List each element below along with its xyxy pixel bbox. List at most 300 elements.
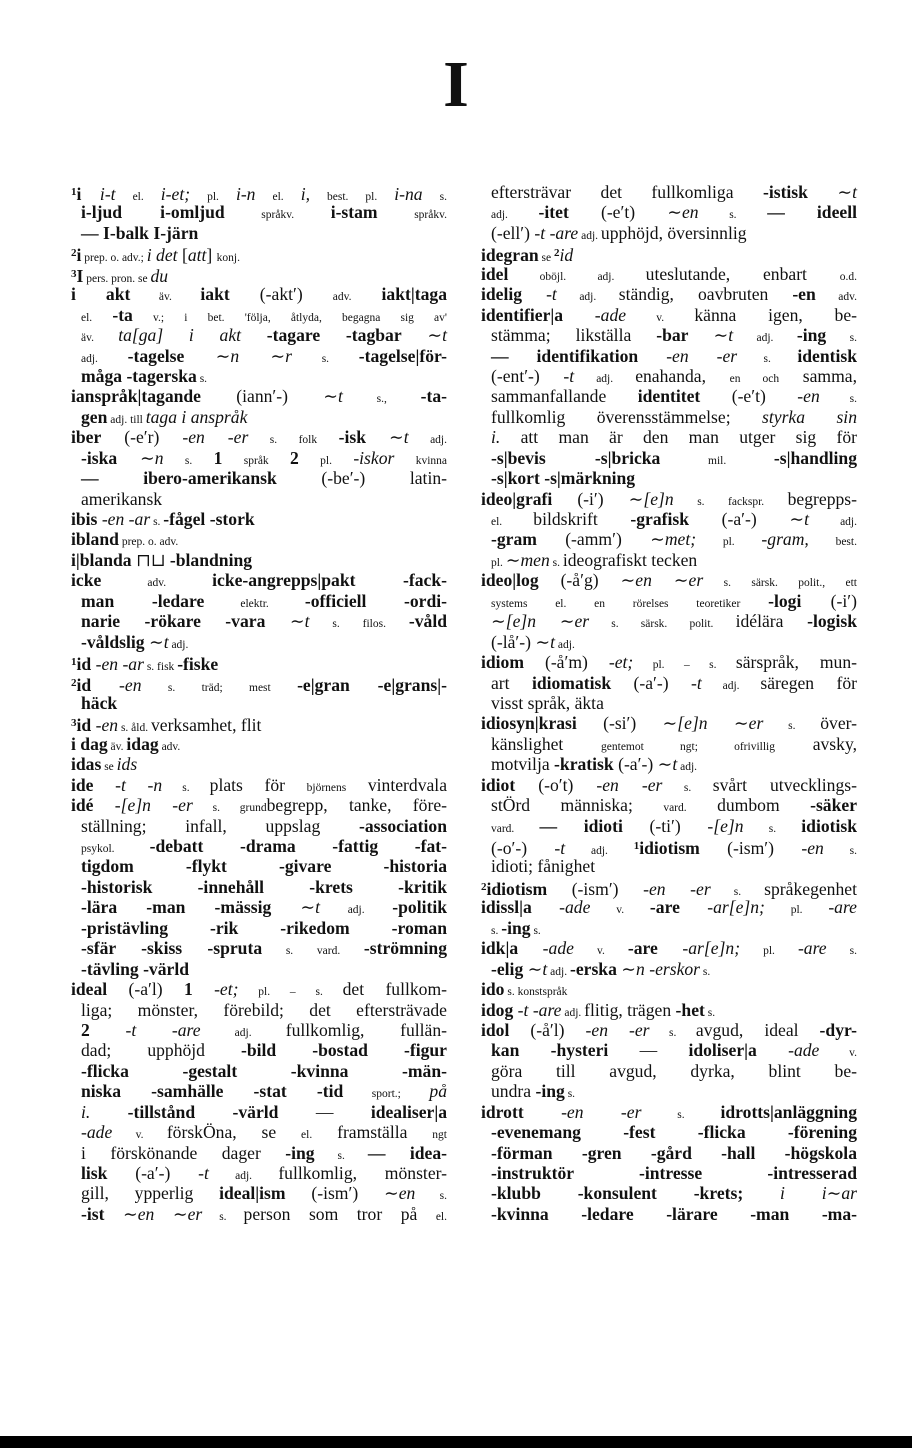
headword-text: idag (126, 733, 159, 754)
definition-text: dad; upphöjd (81, 1040, 242, 1061)
dictionary-line (481, 1163, 857, 1183)
definition-text: gill, ypperlig (81, 1183, 220, 1204)
dictionary-line (71, 264, 447, 284)
headword-text: narie -rökare -vara (81, 611, 266, 632)
definition-text: säregen för (760, 672, 857, 693)
inflection-text: t (163, 631, 169, 652)
dictionary-line (71, 1000, 447, 1020)
headword-text: idk|a (481, 938, 519, 959)
dictionary-line (481, 427, 857, 447)
headword-text: -istisk (762, 182, 808, 202)
headword-text: i (76, 245, 82, 266)
label-text: el. (115, 191, 161, 203)
headword-text: -s|handling (773, 447, 857, 468)
label-text: adv. (332, 291, 352, 304)
headword-text: niska -samhälle -stat -tid (81, 1081, 344, 1102)
headword-text: -klubb -konsulent -krets; (491, 1183, 744, 1204)
label-text: s. (823, 845, 857, 857)
inflection-text: -ade (518, 938, 574, 959)
inflection-text: -t -are (513, 999, 562, 1020)
headword-text: -lära -man -mässig (81, 897, 272, 918)
definition-text: (-o′-) (491, 838, 555, 858)
headword-text: idoliser|a (688, 1040, 757, 1061)
definition-text: (-a′-) ∼ (613, 754, 673, 775)
definition-text: svårt utvecklings- (712, 774, 857, 795)
headword-text: -logisk (807, 611, 857, 632)
dictionary-line (481, 816, 857, 836)
headword-text: -strömning (363, 938, 447, 959)
dictionary-line (481, 1102, 857, 1122)
label-text: systems el. en rörelses teoretiker (491, 597, 769, 610)
dictionary-line (481, 509, 857, 529)
headword-text: -s|kort -s|märkning (491, 468, 636, 489)
dictionary-line (71, 1143, 447, 1163)
headword-text: idiom (481, 652, 525, 673)
headword-text: -politik (392, 897, 448, 918)
inflection-text: -erskor (644, 958, 701, 979)
definition-text: ∼ (265, 611, 305, 632)
label-text: adj. (733, 332, 797, 345)
definition-text: förskÖna, se (166, 1122, 302, 1143)
headword-text: idrott (481, 1101, 524, 1122)
headword-text: — ibero-amerikansk (81, 468, 277, 489)
definition-text: (-be′-) latin- (276, 468, 447, 489)
dictionary-line (71, 693, 447, 713)
dictionary-line (481, 448, 857, 468)
definition-text: amerikansk (81, 488, 163, 509)
headword-text: ide (71, 774, 94, 795)
inflection-text: -t -n (93, 774, 163, 795)
inflection-text: i. (81, 1101, 91, 1122)
definition-text: ∼ (707, 713, 749, 734)
label-text: språkv. (377, 209, 447, 222)
definition-text: vinterdvala (346, 774, 448, 795)
headword-text: identisk (797, 345, 857, 366)
inflection-text: -ade (81, 1122, 113, 1143)
headword-text: ibis (71, 509, 98, 529)
dictionary-line (481, 243, 857, 266)
label-text: adj. (565, 845, 634, 857)
homograph-number: 3 (71, 717, 77, 730)
headword-text: -dyr- (819, 1019, 858, 1040)
label-text: pers. pron. se (83, 272, 151, 285)
definition-text: ∼ (536, 611, 575, 632)
headword-text: -debatt -drama -fattig -fat- (149, 836, 447, 856)
label-text: v. (626, 311, 695, 324)
dictionary-line (481, 652, 857, 672)
label-text: s. (704, 1006, 716, 1019)
dictionary-line (71, 1020, 447, 1040)
dictionary-line (481, 1061, 857, 1081)
headword-text: idiosyn|krasi (481, 713, 577, 734)
headword-text: — I-balk I-järn (81, 222, 199, 243)
definition-text: (iann′-) ∼ (201, 386, 338, 407)
dictionary-line (481, 591, 857, 611)
label-text: s. (737, 352, 798, 365)
label-text: adj. (808, 516, 857, 528)
headword-text: -isk (338, 427, 366, 448)
headword-text: icke (71, 570, 102, 591)
definition-text: stämma; likställa (491, 325, 657, 346)
label-text: v. (112, 1129, 167, 1142)
label-text: adj. (701, 679, 761, 692)
definition-text: eftersträvar det fullkomliga (491, 182, 763, 202)
dictionary-line (481, 468, 857, 488)
inflection-text: -t (198, 1163, 209, 1183)
dictionary-line (71, 489, 447, 509)
label-text: pl. (740, 945, 798, 958)
headword-text: -historisk -innehåll -krets -kritik (81, 876, 447, 897)
label-text: s., (342, 393, 421, 406)
label-text: s. vard. (262, 945, 364, 958)
label-text: s. (826, 332, 857, 345)
headword-text: — idioti (539, 815, 623, 836)
homograph-number: 1 (71, 186, 77, 198)
headword-text: -itet (538, 202, 569, 223)
inflection-text: -en -er (638, 345, 738, 366)
label-text: pl. (696, 536, 762, 549)
dictionary-line (71, 407, 447, 427)
dictionary-line (481, 550, 857, 570)
headword-text: -gram (491, 529, 537, 550)
label-text: adj. (208, 1170, 279, 1182)
headword-text: tigdom -flykt -givare -historia (81, 856, 447, 877)
dictionary-line (71, 754, 447, 774)
dictionary-line (481, 407, 857, 427)
definition-text: person som tror på (243, 1203, 436, 1224)
inflection-text: -[e]n (707, 815, 744, 836)
inflection-text: i. (491, 427, 501, 448)
label-text: v. (573, 945, 628, 958)
label-text: el. (491, 516, 534, 528)
dictionary-line (71, 1163, 447, 1183)
label-text: adj. (561, 1006, 585, 1019)
headword-text: idiotism (486, 878, 548, 899)
dictionary-line (481, 959, 857, 979)
dictionary-line (481, 918, 857, 938)
inflection-text: en (635, 570, 652, 591)
inflection-text: [e]n (643, 488, 674, 509)
headword-text: identifier|a (481, 304, 564, 325)
label-text: adj. (578, 229, 601, 242)
definition-text: ⊓⊔ (131, 549, 170, 570)
definition-text: (-lå′-) ∼ (491, 631, 551, 652)
headword-text: idiot (481, 774, 516, 795)
inflection-text: men (520, 549, 550, 570)
headword-text: -kvinna -ledare -lärare -man -ma- (491, 1203, 857, 1224)
label-text: s. (826, 945, 857, 958)
inflection-text: n (230, 345, 240, 366)
headword-text: -blandning (169, 549, 253, 570)
definition-text: avsky, (774, 733, 857, 754)
headword-text: häck (81, 692, 118, 713)
label-text: ngt (432, 1129, 447, 1142)
definition-text: (-å′m) (524, 652, 609, 673)
headword-text: icke-angrepps|pakt -fack- (212, 570, 448, 591)
dictionary-line (71, 652, 447, 675)
label-text: vard. (663, 802, 687, 815)
inflection-text: -en -er (523, 1101, 642, 1122)
headword-text: ideo|grafi (481, 488, 553, 509)
headword-text: -are (649, 897, 680, 918)
headword-text: -ing (796, 325, 827, 346)
headword-text: idissl|a (481, 897, 532, 918)
definition-text: dumbom (686, 795, 811, 816)
inflection-text: i-na (394, 184, 423, 204)
label-text: s. (819, 393, 858, 406)
inflection-text: -en -er (596, 774, 663, 795)
dictionary-line (481, 897, 857, 917)
dictionary-line (71, 529, 447, 549)
definition-text: (-a′-) (107, 1163, 199, 1183)
dictionary-line (481, 836, 857, 856)
headword-text: -are (627, 938, 658, 959)
dictionary-line (71, 591, 447, 611)
definition-text: (-e′r) (101, 427, 183, 448)
label-text: s. (530, 924, 541, 937)
definition-text: ∼ (616, 958, 637, 979)
definition-text: stÖrd människa; (491, 795, 664, 816)
headword-text: ibland (71, 529, 119, 550)
dictionary-line (481, 693, 857, 713)
definition-text: (-ti′) (622, 815, 708, 836)
definition-text: idioti; fånighet (491, 856, 596, 877)
dictionary-line (71, 775, 447, 795)
headword-text: 1 (183, 979, 193, 1000)
label-text: en och (729, 372, 780, 385)
label-text: adj. (168, 638, 189, 651)
dictionary-line (71, 550, 447, 570)
dictionary-line (481, 856, 857, 876)
dictionary-line (481, 366, 857, 386)
dictionary-line (71, 1040, 447, 1060)
homograph-number: 2 (554, 247, 560, 260)
dictionary-line (71, 366, 447, 386)
label-text: adj. (677, 761, 698, 774)
headword-text: -ing (501, 917, 531, 938)
headword-text: -bild -bostad -figur (241, 1040, 447, 1061)
dictionary-line (71, 1081, 447, 1101)
inflection-text: -en -er (585, 1019, 650, 1040)
label-text: språk (222, 454, 291, 467)
dictionary-line (481, 1020, 857, 1040)
definition-text: att man är den man utger sig för (500, 427, 857, 448)
inflection-text: t (672, 754, 678, 775)
definition-text: (-a′-) (611, 672, 691, 693)
headword-text: -fiske (177, 654, 219, 675)
definition-text: (-e′t) (700, 386, 798, 407)
left-column (71, 182, 447, 1224)
inflection-text: -t -are (89, 1019, 201, 1040)
inflection-text: en (681, 202, 699, 223)
definition-text: ∼ (523, 958, 543, 979)
headword-text: -fågel -stork (163, 509, 255, 529)
headword-text: 2 (290, 447, 299, 468)
inflection-text: t (338, 386, 343, 407)
headword-text: ianspråk|tagande (71, 386, 201, 407)
definition-text: art (491, 672, 532, 693)
dictionary-line (71, 795, 447, 815)
headword-text: lisk (81, 1163, 108, 1183)
label-text: el. (435, 1210, 448, 1223)
headword-text: -association (359, 815, 447, 836)
definition-text: (-o′t) (515, 774, 597, 795)
dictionary-line (71, 713, 447, 736)
headword-text: -evenemang -fest -flicka -förening (491, 1122, 857, 1143)
definition-text: ∼ (271, 897, 316, 918)
dictionary-line (71, 386, 447, 406)
dictionary-line (71, 305, 447, 325)
inflection-text: -are (828, 897, 857, 918)
inflection-text: t (315, 897, 321, 918)
dictionary-line (481, 734, 857, 754)
label-text: pl. – s. (238, 986, 343, 999)
definition-text: liga; mönster, förebild; det eftersträvade (81, 999, 447, 1020)
label-text: best. pl. (309, 191, 395, 203)
definition-text: (-a′-) ∼ (689, 509, 805, 529)
definition-text: sammanfallande (491, 386, 638, 407)
label-text: s. (491, 924, 502, 937)
inflection-text: -en -ar (97, 509, 151, 529)
definition-text: fullkomlig, mönster- (278, 1163, 447, 1183)
inflection-text: id (559, 245, 574, 266)
label-text: s. (150, 516, 164, 528)
label-text: v.; i bet. 'följa, åtlyda, begagna sig av' (132, 311, 447, 324)
definition-text: ∼ (184, 345, 231, 366)
dictionary-line (71, 284, 447, 304)
label-text: adj. (408, 434, 447, 447)
headword-text: i (76, 184, 82, 204)
label-text: kvinna (394, 454, 447, 467)
label-text: s. (163, 454, 214, 467)
label-text: el. (255, 191, 301, 203)
inflection-text: t (403, 427, 409, 448)
label-text: adv. (815, 291, 857, 304)
label-text: adj. (200, 1026, 286, 1039)
inflection-text: -ar[e]n; (679, 897, 765, 918)
definition-text: motvilja (491, 754, 555, 775)
definition-text: (-i′) (801, 590, 857, 611)
label-text: adj. (555, 638, 575, 651)
dictionary-line (71, 734, 447, 754)
inflection-text: t (550, 631, 556, 652)
inflection-text: -en -ar (91, 654, 144, 675)
headword-text: idiotism (639, 838, 700, 858)
definition-text: — (278, 1101, 371, 1122)
dictionary-line (481, 632, 857, 652)
label-text: adj. (547, 965, 570, 978)
inflection-text: -et; (608, 652, 634, 673)
dictionary-line (71, 202, 447, 222)
definition-text: (-å′g) ∼ (538, 570, 636, 591)
label-text: s. särsk. polit. (589, 618, 736, 631)
label-text: konj. (216, 252, 240, 265)
headword-text: idel (481, 263, 509, 284)
inflection-text: [e]n (677, 713, 708, 734)
dictionary-line (481, 673, 857, 693)
label-text: v. (819, 1047, 858, 1060)
dictionary-line (481, 489, 857, 509)
definition-text: ∼ (491, 611, 506, 632)
dictionary-line (71, 223, 447, 243)
label-text: pl. (190, 191, 236, 203)
definition-text: över- (820, 713, 857, 734)
definition-text: ∼ (239, 345, 286, 366)
label-text: adj. (556, 291, 619, 304)
dictionary-line (71, 243, 447, 266)
label-text: psykol. (81, 843, 150, 855)
headword-text: id (76, 654, 92, 675)
dictionary-line (481, 223, 857, 243)
label-text: s. (564, 1088, 576, 1101)
headword-text: -het (675, 999, 705, 1020)
headword-text: -instruktör -intresse -intresserad (491, 1163, 857, 1183)
definition-text: ∼ (505, 549, 521, 570)
definition-text: (-si′) ∼ (576, 713, 678, 734)
inflection-text: -en (91, 674, 142, 695)
dictionary-line (71, 611, 447, 631)
definition-text: upphöjd, översinnlig (600, 222, 747, 243)
inflection-text: -ade (756, 1040, 820, 1061)
dictionary-line (71, 468, 447, 488)
definition-text: visst språk, äkta (491, 692, 604, 713)
headword-text: -ta- (420, 386, 447, 407)
definition-text: (-a′l) (107, 979, 184, 1000)
definition-text: ∼ (144, 631, 164, 652)
definition-text: framställa (312, 1122, 433, 1143)
dictionary-line (481, 264, 857, 284)
definition-text: i förskönande dager (81, 1142, 286, 1163)
inflection-text: er (748, 713, 764, 734)
inflection-text: -ar[e]n; (657, 938, 741, 959)
dictionary-line (481, 570, 857, 590)
inflection-text: i-et; (160, 184, 191, 204)
dictionary-line (71, 570, 447, 590)
dictionary-line (71, 816, 447, 836)
definition-text: ] (206, 245, 217, 266)
definition-text: uteslutande, enbart (645, 263, 840, 284)
headword-text: idas (71, 754, 102, 775)
headword-text: -flicka -gestalt -kvinna -män- (81, 1060, 447, 1081)
headword-text: id (76, 674, 92, 695)
dictionary-line (71, 1204, 447, 1224)
headword-text: ideo|log (481, 570, 539, 591)
dictionary-line (481, 1081, 857, 1101)
label-text: adv. (158, 740, 181, 753)
definition-text: ställning; infall, uppslag (81, 815, 360, 836)
dictionary-line (481, 775, 857, 795)
label-text: äv. (81, 332, 119, 345)
inflection-text: du (150, 265, 169, 286)
headword-text: -säker (810, 795, 857, 816)
headword-text: -ing (535, 1081, 565, 1102)
definition-text: fullkomlig överensstämmelse; (491, 406, 763, 427)
label-text: pl. (298, 454, 354, 467)
homograph-number: 1 (71, 656, 77, 669)
dictionary-line (71, 673, 447, 693)
label-text: sport.; (343, 1088, 430, 1101)
label-text: s. (763, 720, 821, 733)
headword-text: -tagelse (127, 345, 185, 366)
headword-text: -tillstånd -värld (90, 1101, 279, 1122)
inflection-text: -ade (563, 304, 627, 325)
inflection-text: -t -are (534, 222, 579, 243)
headword-text: identitet (637, 386, 701, 407)
definition-text: fullkomlig, fullän- (285, 1019, 447, 1040)
label-text: mil. (660, 454, 774, 467)
dictionary-line (71, 325, 447, 345)
dictionary-line (481, 182, 857, 202)
